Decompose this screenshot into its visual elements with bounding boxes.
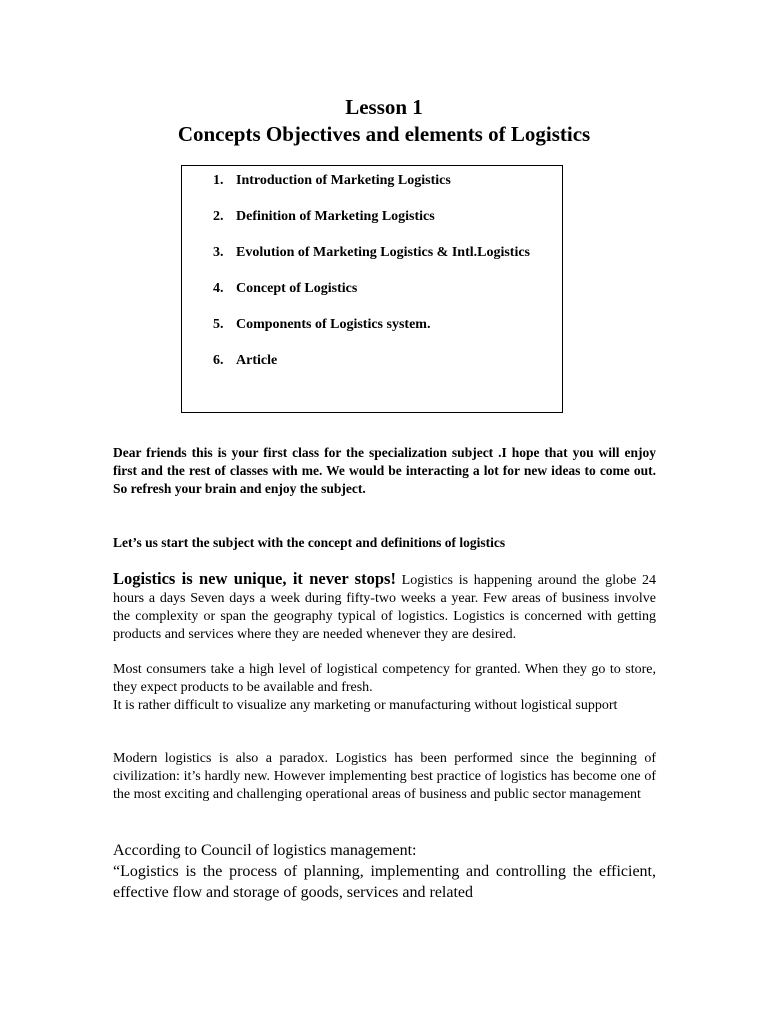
toc-item — [213, 208, 530, 244]
logistics-paragraph — [113, 570, 656, 644]
toc-item — [213, 316, 530, 352]
logistics-paragraph-text: Logistics is happening around the globe 24 hours a days Seven days a week during fifty-two weeks a year. Few areas of business involve the complexity or span the geography typical of logistics. Logistics is concerned with getting products and services where they are needed whenever they are desired. — [113, 573, 656, 642]
toc-item — [213, 352, 530, 388]
lead-sentence: Logistics is new unique, it never stops! — [113, 569, 396, 588]
toc-item-label: Components of Logistics system. — [236, 317, 431, 332]
toc-item-label: Definition of Marketing Logistics — [236, 209, 435, 224]
toc-list — [213, 172, 530, 388]
toc-item-number: 5. — [213, 317, 224, 332]
toc-item-label: Article — [236, 353, 278, 368]
toc-item-label: Evolution of Marketing Logistics & Intl.Logistics — [236, 245, 531, 260]
support-paragraph: It is rather difficult to visualize any marketing or manufacturing without logistical support — [113, 698, 618, 713]
definition-quote: “Logistics is the process of planning, implementing and controlling the efficient, effective flow and storage of goods, services and related — [113, 863, 656, 901]
toc-item — [213, 244, 530, 280]
toc-item-label: Concept of Logistics — [236, 281, 358, 296]
toc-box — [181, 165, 563, 413]
toc-item — [213, 280, 530, 316]
modern-logistics-paragraph: Modern logistics is also a paradox. Logistics has been performed since the beginning of civilization: it’s hardly new. However implementing best practice of logistics has become one of the most exciting and challenging operational areas of business and public sector management — [113, 751, 656, 802]
toc-item — [213, 172, 530, 208]
start-line: Let’s us start the subject with the concept and definitions of logistics — [113, 535, 506, 550]
lesson-subtitle: Concepts Objectives and elements of Logistics — [177, 122, 591, 146]
toc-item-number: 2. — [213, 209, 224, 224]
toc-item-number: 6. — [213, 353, 224, 368]
toc-item-label: Introduction of Marketing Logistics — [236, 173, 451, 188]
toc-item-number: 4. — [213, 281, 224, 296]
intro-paragraph: Dear friends this is your first class for the specialization subject .I hope that you will enjoy first and the rest of classes with me. We would be interacting a lot for new ideas to come out. So refresh your brain and enjoy the subject. — [113, 445, 656, 496]
consumers-paragraph: Most consumers take a high level of logistical competency for granted. When they go to store, they expect products to be available and fresh. — [113, 662, 656, 695]
toc-item-number: 3. — [213, 245, 224, 260]
according-heading: According to Council of logistics management: — [113, 842, 417, 859]
lesson-title: Lesson 1 — [345, 95, 423, 119]
toc-item-number: 1. — [213, 173, 224, 188]
